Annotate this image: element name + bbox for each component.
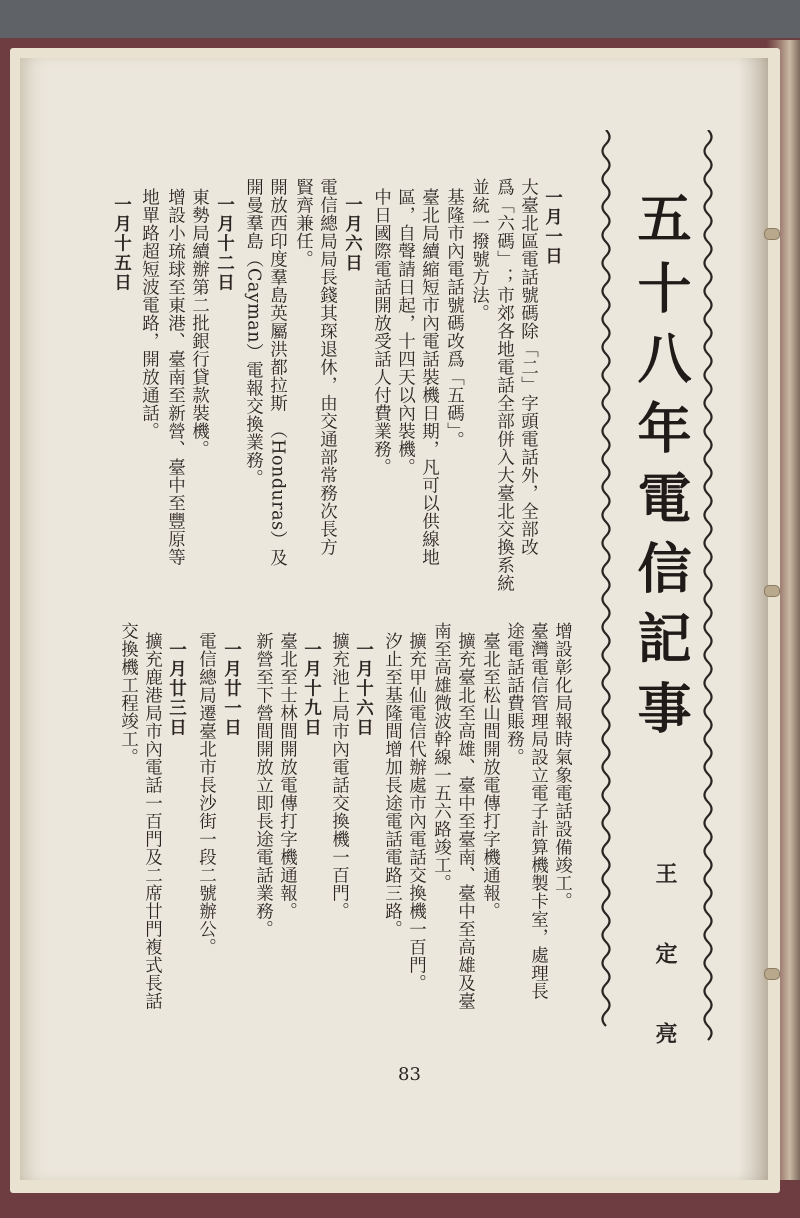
entry-date: 一月一日 — [542, 188, 563, 266]
entry-date: 一月十二日 — [214, 195, 235, 293]
page-gutter — [738, 58, 768, 1180]
text-column: 擴充鹿港局市內電話一百門及二席廿門複式長話 — [142, 632, 163, 1010]
entry-date: 一月廿三日 — [166, 640, 187, 738]
binding-stitch — [764, 228, 780, 240]
title-border-left — [598, 130, 614, 1030]
text-column: 臺北至松山間開放電傳打字機通報。 — [480, 632, 501, 920]
text-column: 增設彰化局報時氣象電話設備竣工。 — [552, 622, 573, 910]
text-column: 電信總局局長錢其琛退休，由交通部常務次長方 — [317, 178, 338, 556]
entry-date: 一月十五日 — [111, 195, 132, 293]
text-column: 增設小琉球至東港、臺南至新營、臺中至豐原等 — [165, 188, 186, 566]
text-column: 汐止至基隆間增加長途電話電路三路。 — [382, 632, 403, 938]
binding-stitch — [764, 585, 780, 597]
text-column: 臺灣電信管理局設立電子計算機製卡室，處理長 — [528, 622, 549, 1000]
text-column: 中日國際電話開放受話人付費業務。 — [371, 188, 392, 476]
page-number: 83 — [398, 1064, 421, 1085]
text-column: 臺北至士林間開放電傳打字機通報。 — [277, 632, 298, 920]
text-column: 地單路超短波電路，開放通話。 — [139, 188, 160, 440]
text-column: 交換機工程竣工。 — [118, 622, 139, 766]
text-column: 開曼羣島（Cayman）電報交換業務。 — [243, 178, 264, 488]
entry-date: 一月十九日 — [301, 640, 322, 738]
text-column: 途電話話費賬務。 — [504, 622, 525, 766]
entry-date: 一月十六日 — [353, 640, 374, 738]
text-column: 新營至下營間開放立即長途電話業務。 — [253, 632, 274, 938]
text-column: 大臺北區電話號碼除「二」字頭電話外，全部改 — [518, 178, 539, 556]
text-column: 臺北局續縮短市內電話裝機日期，凡可以供線地 — [419, 188, 440, 566]
entry-date: 一月六日 — [342, 195, 363, 273]
text-column: 擴充甲仙電信代辦處市內電話交換機一百門。 — [406, 632, 427, 992]
article-title: 五十八年電信記事 — [629, 190, 693, 750]
text-column: 賢齊兼任。 — [293, 178, 314, 268]
text-column: 基隆市內電話號碼改爲「五碼」。 — [444, 188, 465, 450]
text-column: 電信總局遷臺北市長沙街一段二號辦公。 — [196, 632, 217, 956]
binding-stitch — [764, 968, 780, 980]
text-column: 開放西印度羣島英屬洪都拉斯 （Honduras）及 — [267, 178, 288, 567]
author-name: 王 定 亮 — [652, 862, 678, 1062]
text-column: 擴充臺北至高雄、臺中至臺南、臺中至高雄及臺 — [455, 632, 476, 1010]
entry-date: 一月廿一日 — [221, 640, 242, 738]
title-border-right — [700, 130, 716, 1050]
text-column: 南至高雄微波幹線一五六路竣工。 — [431, 622, 452, 892]
text-column: 區，自聲請日起，十四天以內裝機。 — [395, 188, 416, 476]
text-column: 並統一撥號方法。 — [469, 178, 490, 322]
text-column: 爲「六碼」；市郊各地電話全部併入大臺北交換系統 — [494, 178, 515, 592]
text-column: 東勢局續辦第二批銀行貸款裝機。 — [189, 188, 210, 458]
text-column: 擴充池上局市內電話交換機一百門。 — [329, 632, 350, 920]
